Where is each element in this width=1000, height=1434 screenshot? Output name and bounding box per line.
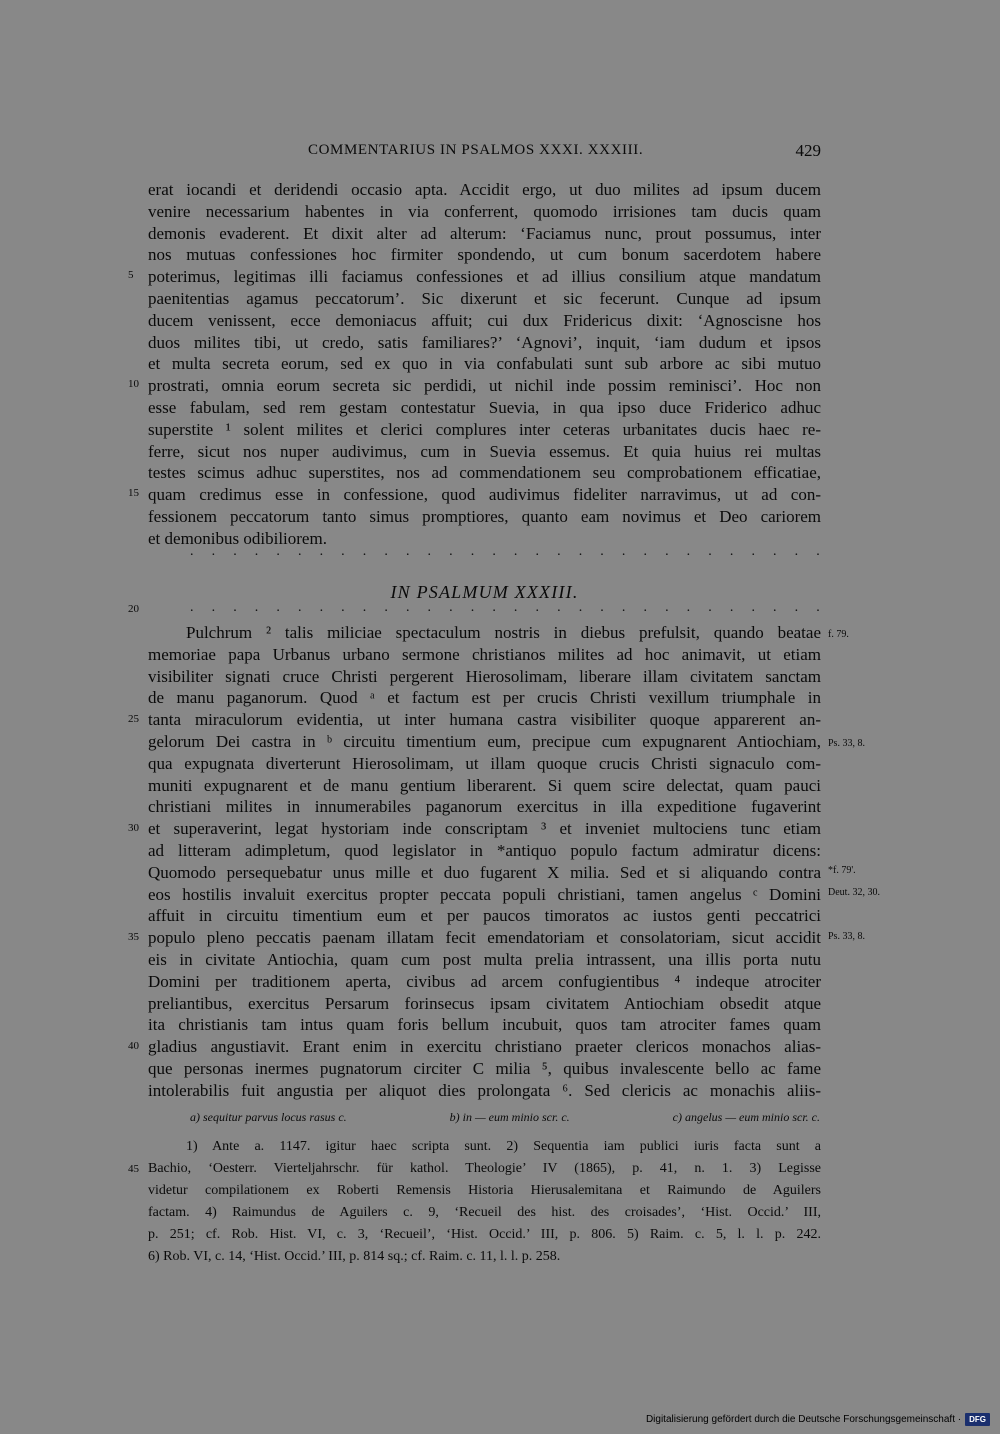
line-number: 25 — [128, 713, 139, 725]
footnote-line: 1) Ante a. 1147. igitur haec scripta sunt. 2) Sequentia iam publici iuris facta sunt a — [186, 1139, 821, 1154]
text-line: Pulchrum ² talis miliciae spectaculum nostris in diebus prefulsit, quando beatae — [186, 623, 821, 642]
running-title: COMMENTARIUS IN PSALMOS XXXI. XXXIII. — [308, 142, 644, 158]
text-line: tanta miraculorum evidentia, ut inter humana castra visibiliter quoque apparerent an- — [148, 710, 821, 730]
text-line: ad litteram adimpletum, quod legislator in *antiquo populo factum admiratur dicens: — [148, 840, 821, 860]
text-line: venire necessarium habentes in via conferrent, quomodo irrisiones tam ducis quam — [148, 201, 821, 221]
footnote-line: 6) Rob. VI, c. 14, ‘Hist. Occid.’ III, p. 814 sq.; cf. Raim. c. 11, l. l. p. 258. — [148, 1249, 561, 1264]
text-line: eis in civitate Antiochia, quam cum post multa prelia intrassent, una illis porta nutu — [148, 949, 821, 969]
text-line: esse fabulam, sed rem gestam contestatur Suevia, in qua ipso duce Friderico adhuc — [148, 397, 821, 417]
text-line: demonis evaderent. Et dixit alter ad alterum: ‘Faciamus nunc, prout possumus, inter — [148, 223, 821, 243]
footnote-line: p. 251; cf. Rob. Hist. VI, c. 3, ‘Recueil’, ‘Hist. Occid.’ III, p. 806. 5) Raim. c. 5, l. l. p. 242. — [148, 1227, 821, 1242]
line-number: 20 — [128, 603, 139, 615]
text-line: ferre, sicut nos nuper audivimus, cum in Suevia essemus. Et quia huius rei multas — [148, 441, 821, 461]
line-number: 15 — [128, 487, 139, 499]
text-line: superstite ¹ solent milites et clerici complures inter ceteras urbanitates ducis haec re- — [148, 419, 821, 439]
section-title: IN PSALMUM XXXIII. — [390, 582, 579, 602]
text-line: testes scimus adhuc superstites, nos ad commendationem seu comprobationem efficatiae, — [148, 463, 821, 483]
text-line: preliantibus, exercitus Persarum forinsecus ipsam civitatem Antiochiam obsedit atque — [148, 993, 821, 1013]
footer-text: Digitalisierung gefördert durch die Deutsche Forschungsgemeinschaft · — [645, 1414, 962, 1425]
text-line: muniti expugnarent et de manu gentium liberarent. Si quem scire delectat, quam pauci — [148, 775, 821, 795]
line-number: 30 — [128, 822, 139, 834]
line-number: 5 — [128, 269, 134, 281]
text-line: gladius angustiavit. Erant enim in exercitu christiano praeter clericos monachos alias- — [148, 1037, 821, 1057]
line-number: 35 — [128, 931, 139, 943]
text-line: christiani milites in innumerabiles paganorum exercitus in illa expeditione fugaverint — [148, 797, 821, 817]
text-line: gelorum Dei castra in ᵇ circuitu timentium eum, precipue cum expugnarent Antiochiam, — [148, 731, 821, 751]
critical-note: c) angelus — eum minio scr. c. — [672, 1110, 820, 1124]
text-line: nos mutuas confessiones hoc firmiter spondendo, ut cum bonum sacerdotem habere — [148, 245, 821, 265]
text-line: ducem venissent, ecce demoniacus affuit; cui dux Fridericus dixit: ‘Agnoscisne hos — [148, 310, 821, 330]
dot-separator: . . . . . . . . . . . . . . . . . . . . . . . . . . . . . . — [190, 544, 820, 559]
text-line: eos hostilis invaluit exercitus propter peccata populi christiani, tamen angelus ᶜ Domini — [148, 884, 821, 904]
text-line: qua expugnata diverterunt Hierosolimam, ut illam quoque crucis Christi signaculo com- — [148, 753, 821, 773]
line-number: 40 — [128, 1040, 139, 1052]
dot-separator: . . . . . . . . . . . . . . . . . . . . . . . . . . . . . . — [190, 600, 820, 615]
text-line: fessionem peccatorum tanto simus promptiores, quanto eam novimus et Deo cariorem — [148, 506, 821, 526]
margin-note: f. 79. — [828, 629, 849, 640]
footnotes — [148, 1136, 821, 1268]
text-line: ita christianis tam intus quam foris bellum incubuit, quos tam atrociter fames quam — [148, 1015, 821, 1035]
text-line: Domini per traditionem aperta, civibus ad arcem confugientibus ⁴ indeque atrociter — [148, 971, 821, 991]
text-line: et demonibus odibiliorem. — [148, 528, 327, 548]
footnote-line: Bachio, ‘Oesterr. Vierteljahrschr. für kathol. Theologie’ IV (1865), p. 41, n. 1. 3) Legisse — [148, 1161, 821, 1176]
margin-note: Ps. 33, 8. — [828, 931, 865, 942]
critical-apparatus — [190, 1110, 820, 1125]
paragraph-1 — [148, 179, 821, 550]
text-line: populo pleno peccatis paenam illatam fecit emendatoriam et consolatoriam, sicut accidit — [148, 928, 821, 948]
margin-note: Deut. 32, 30. — [828, 887, 880, 898]
running-header — [148, 142, 821, 164]
paragraph-2 — [148, 622, 821, 1102]
line-number: 10 — [128, 378, 139, 390]
page-number: 429 — [795, 141, 821, 160]
text-line: visibiliter signati cruce Christi pergerent Hierosolimam, liberare illam civitatem sanctam — [148, 666, 821, 686]
footnote-line: videtur compilationem ex Roberti Remensis Historia Hierusalemitana et Raimundo de Aguilers — [148, 1183, 821, 1198]
footnote-line: factam. 4) Raimundus de Aguilers c. 9, ‘Recueil des hist. des croisades’, ‘Hist. Occid.’ III, — [148, 1205, 821, 1220]
text-line: intolerabilis fuit angustia per aliquot dies prolongata ⁶. Sed clericis ac monachis aliis- — [148, 1080, 821, 1100]
line-number: 45 — [128, 1163, 139, 1175]
text-line: que personas inermes pugnatorum circiter C milia ⁵, quibus invalescente bello ac fame — [148, 1058, 821, 1078]
margin-note: Ps. 33, 8. — [828, 738, 865, 749]
text-line: erat iocandi et deridendi occasio apta. Accidit ergo, ut duo milites ad ipsum ducem — [148, 180, 821, 199]
critical-note: b) in — eum minio scr. c. — [449, 1110, 570, 1124]
margin-note: *f. 79'. — [828, 865, 856, 876]
text-line: et superaverint, legat hystoriam inde conscriptam ³ et inveniet multociens tunc etiam — [148, 819, 821, 839]
text-line: prostrati, omnia eorum secreta sic perdidi, ut nichil inde possim reminisci’. Hoc non — [148, 376, 821, 396]
critical-note: a) sequitur parvus locus rasus c. — [190, 1110, 347, 1124]
text-line: affuit in circuitu timentium eum et per paucos timoratos ac iustos genti peccatrici — [148, 906, 821, 926]
text-line: poterimus, legitimas illi faciamus confessiones et ad illius consilium atque mandatum — [148, 267, 821, 287]
text-line: paenitentias agamus peccatorum’. Sic dixerunt et sic fecerunt. Cunque ad ipsum — [148, 288, 821, 308]
text-line: memoriae papa Urbanus urbano sermone christianos milites ad hoc animavit, ut etiam — [148, 644, 821, 664]
text-line: duos milites tibi, ut credo, satis familiares?’ ‘Agnovi’, inquit, ‘iam dudum et ipsos — [148, 332, 821, 352]
text-line: de manu paganorum. Quod ᵃ et factum est per crucis Christi vexillum triumphale in — [148, 688, 821, 708]
text-line: Quomodo persequebatur unus mille et duo fugarent X milia. Sed et si aliquando contra — [148, 862, 821, 882]
text-line: quam credimus esse in confessione, quod audivimus fideliter narravimus, ut ad con- — [148, 485, 821, 505]
digitization-footer — [646, 1413, 990, 1426]
text-line: et multa secreta eorum, sed ex quo in via confabulati sunt sub arbore ac sibi mutuo — [148, 354, 821, 374]
dfg-logo-icon: DFG — [965, 1413, 990, 1426]
